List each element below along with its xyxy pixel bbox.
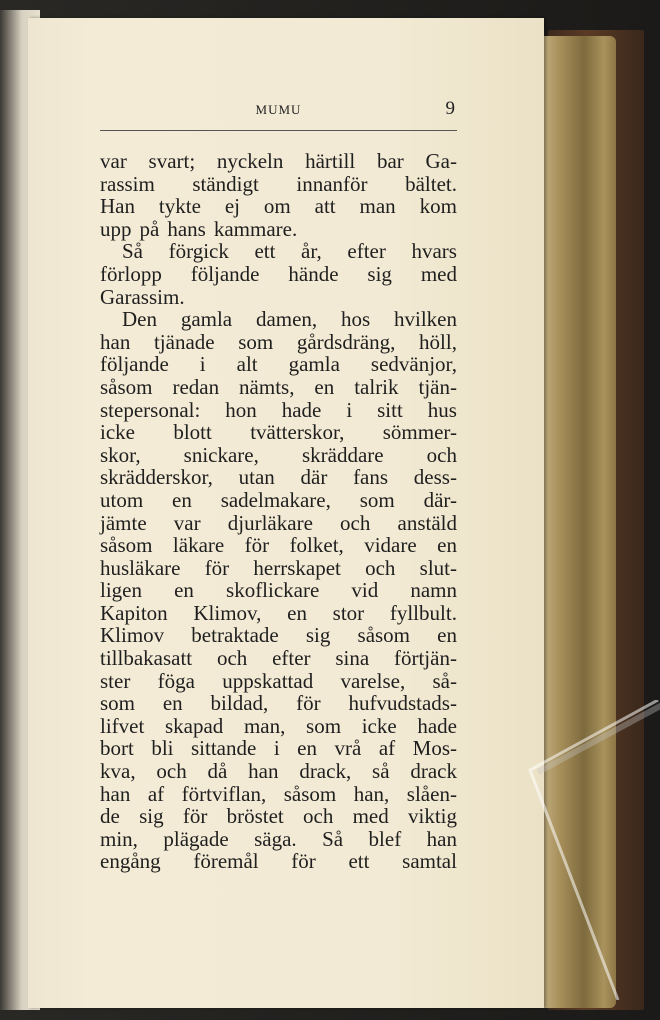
word: skoflickare	[226, 578, 320, 603]
word: såsom	[357, 623, 411, 648]
word: Garassim.	[100, 284, 185, 309]
text-line	[100, 308, 457, 331]
word: hvars	[411, 239, 457, 264]
word: talrik	[354, 374, 399, 399]
word: bröstet	[226, 804, 284, 829]
word: sig	[305, 623, 331, 648]
word: efter	[272, 646, 311, 671]
word: där-	[423, 487, 457, 512]
text-line	[100, 850, 457, 873]
word: en	[297, 736, 317, 761]
word: hos	[340, 307, 371, 332]
word: för	[291, 849, 316, 874]
word: med	[420, 261, 457, 286]
word: att	[314, 194, 336, 219]
text-line	[100, 534, 457, 557]
word: Han	[100, 194, 135, 219]
word: tykte	[158, 194, 201, 219]
word: ett	[348, 849, 370, 874]
word: folket,	[289, 533, 344, 558]
word: damen,	[255, 307, 318, 332]
word: för	[296, 691, 321, 716]
text-line	[100, 624, 457, 647]
word: snickare,	[183, 442, 259, 467]
word: utan	[238, 465, 275, 490]
word: Så	[322, 826, 344, 851]
word: djurläkare	[227, 510, 313, 535]
word: såsom	[100, 533, 153, 558]
word: för	[182, 804, 208, 829]
word: han	[248, 759, 279, 784]
word: sitt	[377, 397, 403, 422]
word: nyckeln	[216, 149, 284, 173]
word: som	[238, 329, 274, 354]
word: hus	[427, 397, 457, 422]
text-line	[100, 173, 457, 196]
word: en	[287, 600, 307, 625]
text-line	[100, 353, 457, 376]
word: och	[340, 510, 371, 535]
word: följande	[100, 352, 169, 377]
word: så	[372, 759, 390, 784]
word: sittande	[191, 736, 257, 761]
word: namn	[410, 578, 457, 603]
word: stepersonal:	[100, 397, 201, 422]
word: gamla	[288, 352, 340, 377]
word: som	[359, 487, 395, 512]
book-page	[28, 18, 544, 1008]
word: vidare	[364, 533, 417, 558]
text-line	[100, 783, 457, 806]
word: tjän-	[418, 374, 457, 399]
text-line	[100, 692, 457, 715]
word: Mos-	[412, 736, 457, 761]
word: en	[437, 533, 457, 558]
word: förtviflan,	[181, 781, 267, 806]
page-header	[100, 88, 457, 131]
word: såsom	[283, 781, 337, 806]
text-line	[100, 805, 457, 828]
text-line	[100, 579, 457, 602]
word: han	[100, 781, 131, 806]
word: tvätterskor,	[250, 420, 345, 445]
word: uppskattad	[222, 668, 314, 693]
word: bildad,	[210, 691, 269, 716]
text-line	[100, 670, 457, 693]
word: hvilken	[393, 307, 457, 332]
word: skor,	[100, 442, 141, 467]
word: kva,	[100, 759, 136, 784]
word: viktig	[407, 804, 457, 829]
word: härtill	[305, 149, 356, 173]
word: blott	[173, 420, 212, 445]
word: skrädderskor,	[100, 465, 213, 490]
text-line	[100, 737, 457, 760]
word: på	[139, 216, 160, 241]
word: gamla	[180, 307, 233, 332]
word: skapad	[164, 713, 224, 738]
word: hade	[281, 397, 322, 422]
word: drack	[410, 759, 457, 784]
word: alt	[236, 352, 258, 377]
word: ett	[254, 239, 276, 264]
word: var	[173, 510, 201, 535]
text-line	[100, 195, 457, 218]
word: och	[303, 804, 334, 829]
word: i	[199, 352, 206, 377]
word: hon	[225, 397, 257, 422]
text-line	[100, 150, 457, 173]
word: slåen-	[406, 781, 457, 806]
word: om	[263, 194, 291, 219]
word: skräddare	[301, 442, 384, 467]
word: sig	[367, 261, 392, 286]
word: och	[365, 555, 396, 580]
word: fans	[353, 465, 389, 490]
word: då	[207, 759, 228, 784]
word: efter	[347, 239, 386, 264]
word: de	[100, 804, 120, 829]
word: kom	[419, 194, 457, 219]
word: följande	[190, 261, 260, 286]
text-line	[100, 647, 457, 670]
word: som	[100, 691, 136, 716]
word: i	[273, 736, 280, 761]
word: ster	[100, 668, 131, 693]
word: en	[174, 578, 194, 603]
word: som	[306, 713, 342, 738]
word: och	[216, 646, 248, 671]
word: hände	[288, 261, 339, 286]
word: Kapiton	[100, 600, 168, 625]
body-text	[100, 150, 457, 873]
word: anstäld	[397, 510, 457, 535]
word: hans	[167, 216, 206, 241]
word: af	[147, 781, 165, 806]
word: en	[437, 623, 457, 648]
word: husläkare	[100, 555, 181, 580]
word: där	[300, 465, 328, 490]
word: ständigt	[192, 171, 259, 196]
text-line	[100, 263, 457, 286]
text-line	[100, 512, 457, 535]
word: Ga-	[425, 149, 457, 173]
word: sadelmakare,	[220, 487, 331, 512]
word: redan	[172, 374, 220, 399]
word: han	[100, 329, 131, 354]
word: gårdsdräng,	[296, 329, 396, 354]
word: tillbakasatt	[100, 646, 193, 671]
word: och	[426, 442, 457, 467]
text-line	[100, 760, 457, 783]
word: nämts,	[239, 374, 295, 399]
word: en	[314, 374, 335, 399]
word: var	[100, 149, 127, 173]
word: föga	[157, 668, 195, 693]
word: han,	[353, 781, 390, 806]
word: fyllbult.	[389, 600, 457, 625]
word: ligen	[100, 578, 142, 603]
text-line	[100, 444, 457, 467]
word: min,	[100, 826, 138, 851]
text-line	[100, 602, 457, 625]
page-number: 9	[445, 98, 455, 119]
word: Den	[122, 307, 157, 332]
running-title: MUMU	[255, 102, 302, 117]
word: Klimov	[100, 623, 165, 648]
text-line	[100, 376, 457, 399]
word: med	[352, 804, 389, 829]
word: bli	[151, 736, 174, 761]
word: svart;	[148, 149, 196, 173]
text-line	[100, 715, 457, 738]
word: vid	[351, 578, 379, 603]
word: föremål	[193, 849, 259, 874]
word: tjänade	[153, 329, 215, 354]
word: jämte	[100, 510, 147, 535]
text-line	[100, 286, 457, 309]
word: slut-	[419, 555, 457, 580]
word: betraktade	[191, 623, 279, 648]
word: man,	[243, 713, 286, 738]
word: förlopp	[100, 261, 162, 286]
word: rassim	[100, 171, 155, 196]
word: han	[426, 826, 457, 851]
word: upp	[100, 216, 132, 241]
text-line	[100, 421, 457, 444]
word: herrskapet	[253, 555, 341, 580]
word: icke	[361, 713, 397, 738]
text-line	[100, 331, 457, 354]
word: sömmer-	[382, 420, 457, 445]
word: ej	[224, 194, 240, 219]
word: innanför	[296, 171, 368, 196]
word: en	[172, 487, 192, 512]
text-line	[100, 828, 457, 851]
word: bältet.	[405, 171, 457, 196]
word: icke	[100, 420, 135, 445]
word: säga.	[254, 826, 297, 851]
word: man	[359, 194, 396, 219]
word: af	[378, 736, 396, 761]
word: vrå	[334, 736, 362, 761]
word: för	[244, 533, 270, 558]
page-edges	[536, 36, 616, 1008]
word: hufvudstads-	[348, 691, 457, 716]
word: för	[204, 555, 230, 580]
text-line	[100, 240, 457, 263]
word: Klimov,	[193, 600, 262, 625]
word: höll,	[419, 329, 457, 354]
word: en	[162, 691, 183, 716]
word: läkare	[172, 533, 225, 558]
word: sina	[335, 646, 370, 671]
word: dess-	[413, 465, 457, 490]
word: utom	[100, 487, 144, 512]
word: bort	[100, 736, 134, 761]
text-line	[100, 218, 457, 241]
word: engång	[100, 849, 161, 874]
word: samtal	[402, 849, 457, 874]
word: år,	[301, 239, 322, 264]
word: sedvänjor,	[370, 352, 457, 377]
word: hade	[417, 713, 457, 738]
word: sig	[139, 804, 164, 829]
word: drack,	[299, 759, 352, 784]
word: stor	[332, 600, 365, 625]
word: varelse,	[340, 668, 406, 693]
word: i	[346, 397, 353, 422]
word: förtjän-	[393, 646, 457, 671]
text-line	[100, 466, 457, 489]
word: blef	[368, 826, 402, 851]
word: så-	[432, 668, 457, 693]
word: kammare.	[213, 216, 298, 241]
text-line	[100, 489, 457, 512]
word: såsom	[100, 374, 153, 399]
word: och	[156, 759, 187, 784]
text-line	[100, 399, 457, 422]
word: Så	[122, 239, 143, 264]
word: förgick	[168, 239, 229, 264]
word: lifvet	[100, 713, 145, 738]
word: bar	[376, 149, 404, 173]
word: plägade	[163, 826, 229, 851]
text-line	[100, 557, 457, 580]
